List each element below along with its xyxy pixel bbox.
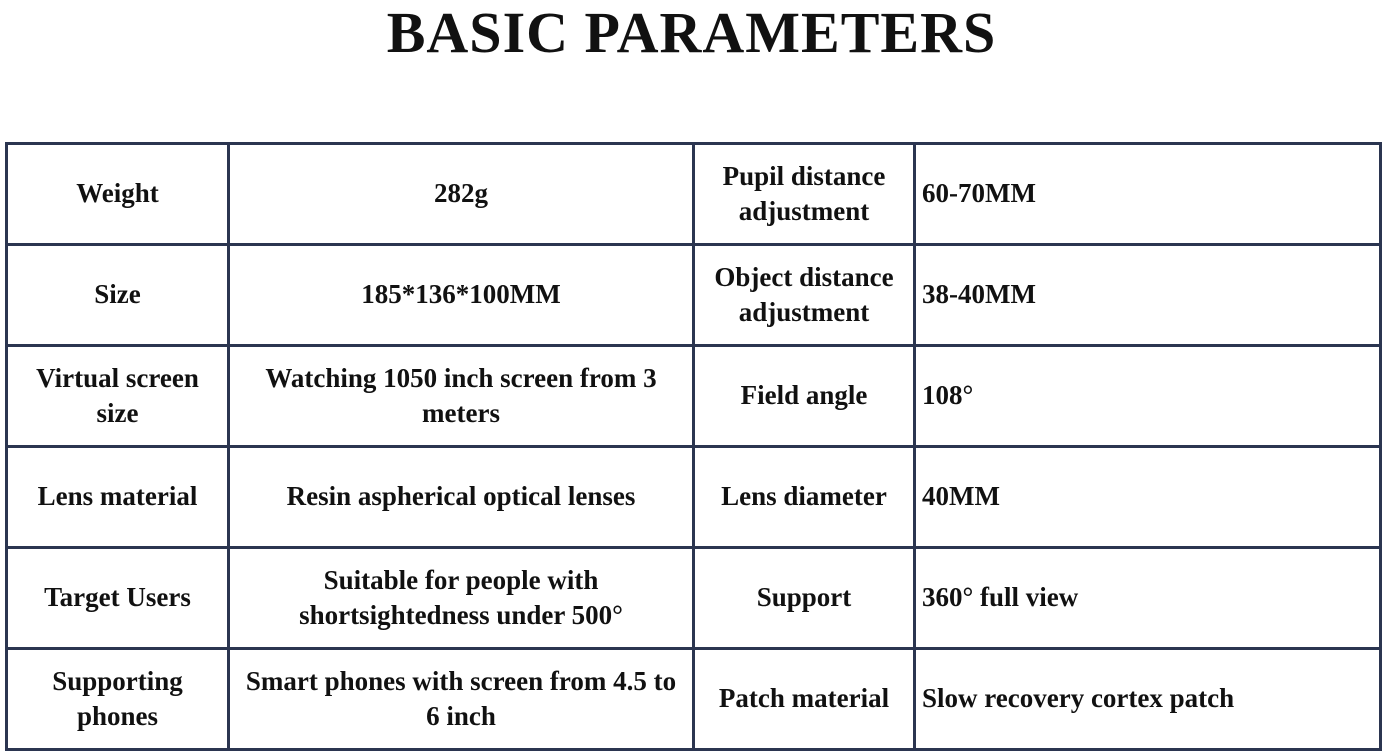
patch-material-value: Slow recovery cortex patch xyxy=(915,649,1381,750)
object-distance-value: 38-40MM xyxy=(915,245,1381,346)
table-row xyxy=(7,447,1381,548)
page-title: BASIC PARAMETERS xyxy=(386,0,997,65)
object-distance-label: Object distance adjustment xyxy=(694,245,915,346)
support-label: Support xyxy=(694,548,915,649)
pupil-distance-label: Pupil distance adjustment xyxy=(694,144,915,245)
lens-material-label: Lens material xyxy=(7,447,229,548)
table-row xyxy=(7,144,1381,245)
size-label: Size xyxy=(7,245,229,346)
weight-value: 282g xyxy=(229,144,694,245)
table-row xyxy=(7,346,1381,447)
field-angle-label: Field angle xyxy=(694,346,915,447)
parameters-table xyxy=(5,142,1382,751)
table-row xyxy=(7,245,1381,346)
patch-material-label: Patch material xyxy=(694,649,915,750)
lens-diameter-label: Lens diameter xyxy=(694,447,915,548)
support-value: 360° full view xyxy=(915,548,1381,649)
weight-label: Weight xyxy=(7,144,229,245)
virtual-screen-size-value: Watching 1050 inch screen from 3 meters xyxy=(229,346,694,447)
supporting-phones-label: Supporting phones xyxy=(7,649,229,750)
field-angle-value: 108° xyxy=(915,346,1381,447)
table-row xyxy=(7,548,1381,649)
virtual-screen-size-label: Virtual screen size xyxy=(7,346,229,447)
lens-diameter-value: 40MM xyxy=(915,447,1381,548)
table-row xyxy=(7,649,1381,750)
lens-material-value: Resin aspherical optical lenses xyxy=(229,447,694,548)
size-value: 185*136*100MM xyxy=(229,245,694,346)
pupil-distance-value: 60-70MM xyxy=(915,144,1381,245)
supporting-phones-value: Smart phones with screen from 4.5 to 6 inch xyxy=(229,649,694,750)
target-users-value: Suitable for people with shortsightedness under 500° xyxy=(229,548,694,649)
target-users-label: Target Users xyxy=(7,548,229,649)
